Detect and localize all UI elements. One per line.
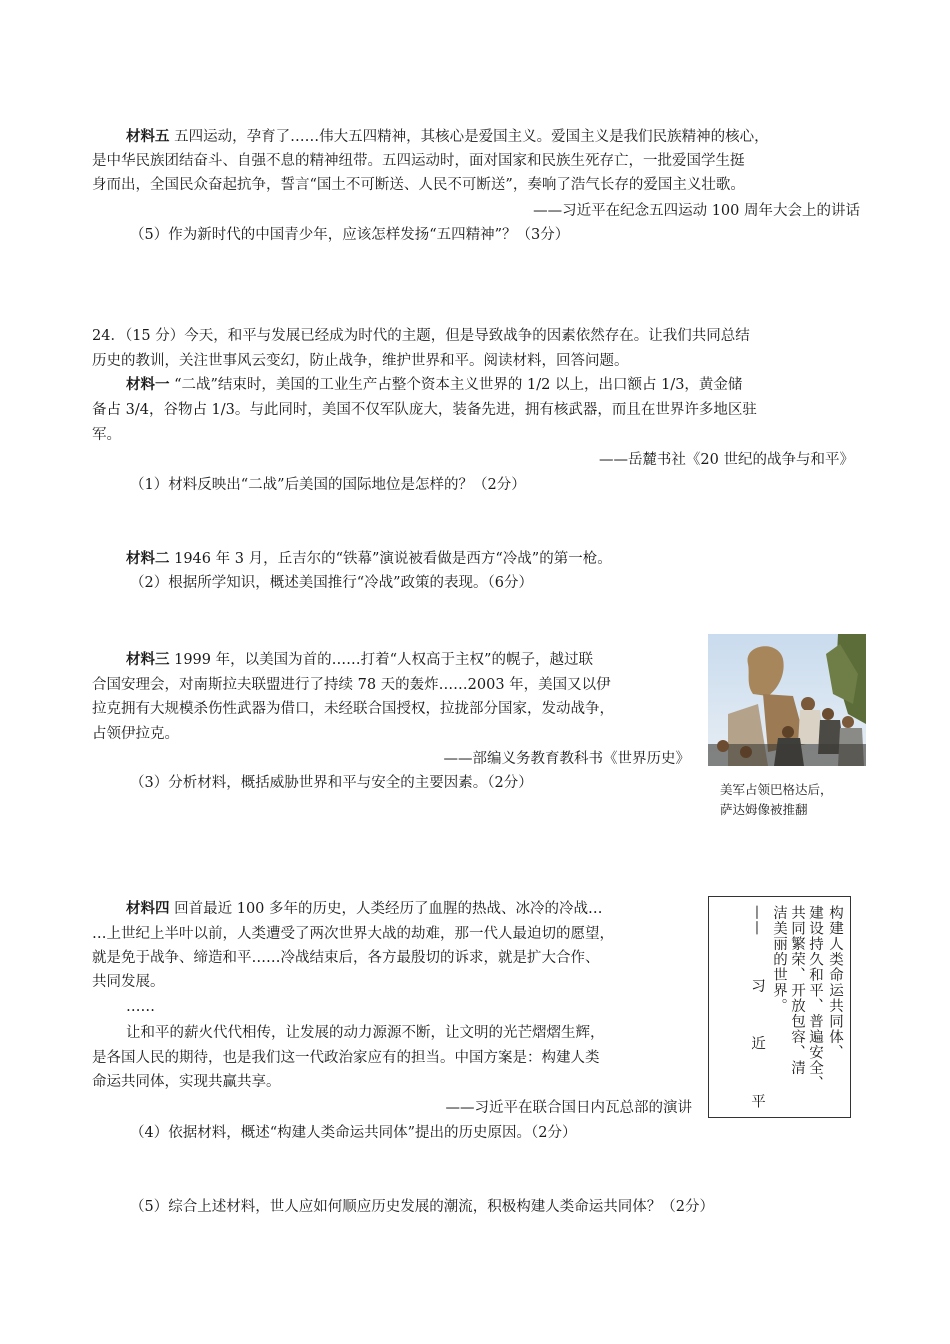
quote-attribution: ——习近平	[749, 905, 765, 1109]
material-5-label: 材料五	[126, 128, 170, 145]
quote-column-2: 建设持久和平、普遍安全、	[807, 905, 823, 1091]
material-1-line-3: 军。	[92, 427, 121, 443]
material-5-line-1: 材料五 五四运动，孕育了……伟大五四精神，其核心是爱国主义。爱国主义是我们民族精神的核心，	[126, 128, 769, 145]
quote-box	[708, 896, 851, 1118]
question-24-intro-line-1: 24．（15 分）今天，和平与发展已经成为时代的主题，但是导致战争的因素依然存在。让我们共同总结	[92, 328, 750, 344]
material-4-line-3: 就是免于战争、缔造和平……冷战结束后，各方最殷切的诉求，就是扩大合作、	[92, 950, 600, 966]
question-3: （3）分析材料，概括威胁世界和平与安全的主要因素。（2分）	[130, 775, 533, 791]
material-3-line-2: 合国安理会，对南斯拉夫联盟进行了持续 78 天的轰炸……2003 年，美国又以伊	[92, 677, 611, 693]
material-4-line-2: …上世纪上半叶以前，人类遭受了两次世界大战的劫难，那一代人最迫切的愿望，	[92, 926, 614, 942]
question-5-a: （5）作为新时代的中国青少年，应该怎样发扬“五四精神”？（3分）	[130, 227, 570, 243]
photo-caption-line-2: 萨达姆像被推翻	[720, 802, 808, 817]
material-4-label: 材料四	[126, 900, 170, 917]
material-4-line-4: 共同发展。	[92, 974, 165, 990]
statue-toppled-photo	[708, 634, 866, 766]
material-3-line-1: 材料三 1999 年，以美国为首的……打着“人权高于主权”的幌子，越过联	[126, 651, 593, 668]
material-1-line-2: 备占 3/4，谷物占 1/3。与此同时，美国不仅军队庞大，装备先进，拥有核武器，而且在世界许多地区驻	[92, 402, 757, 418]
material-3-source: ——部编义务教育教科书《世界历史》	[443, 751, 690, 767]
material-1-line-1: 材料一 “二战”结束时，美国的工业生产占整个资本主义世界的 1/2 以上，出口额占 1/3，黄金储	[126, 376, 743, 393]
quote-column-1: 构建人类命运共同体、	[827, 905, 843, 1060]
material-2-line: 材料二 1946 年 3 月，丘吉尔的“铁幕”演说被看做是西方“冷战”的第一枪。	[126, 550, 612, 567]
material-4-line-7: 命运共同体，实现共赢共享。	[92, 1074, 281, 1090]
photo-caption-line-1: 美军占领巴格达后，	[720, 782, 833, 797]
material-3-line-3: 拉克拥有大规模杀伤性武器为借口，未经联合国授权，拉拢部分国家，发动战争，	[92, 701, 614, 717]
question-24-intro-line-2: 历史的教训，关注世事风云变幻，防止战争，维护世界和平。阅读材料，回答问题。	[92, 353, 629, 369]
material-5-source: ——习近平在纪念五四运动 100 周年大会上的讲话	[533, 203, 860, 219]
material-4-line-6: 是各国人民的期待，也是我们这一代政治家应有的担当。中国方案是：构建人类	[92, 1050, 600, 1066]
material-2-label: 材料二	[126, 550, 170, 567]
material-5-line-2: 是中华民族团结奋斗、自强不息的精神纽带。五四运动时，面对国家和民族生死存亡，一批爱国学生挺	[92, 153, 745, 169]
material-4-line-1: 材料四 回首最近 100 多年的历史，人类经历了血腥的热战、冰冷的冷战…	[126, 900, 603, 917]
statue-photo-illustration	[708, 634, 866, 766]
material-5-line-3: 身而出，全国民众奋起抗争，誓言“国土不可断送、人民不可断送”，奏响了浩气长存的爱国主义壮歌。	[92, 177, 745, 193]
material-3-line-4: 占领伊拉克。	[92, 726, 179, 742]
quote-column-4: 洁美丽的世界。	[771, 905, 787, 1014]
question-2: （2）根据所学知识，概述美国推行“冷战”政策的表现。（6分）	[130, 575, 534, 591]
question-5-b: （5）综合上述材料，世人应如何顺应历史发展的潮流，积极构建人类命运共同体？（2分）	[130, 1199, 714, 1215]
material-4-ellipsis: ……	[126, 999, 155, 1015]
material-4-source: ——习近平在联合国日内瓦总部的演讲	[445, 1100, 692, 1116]
material-4-line-5: 让和平的薪火代代相传，让发展的动力源源不断，让文明的光芒熠熠生辉，	[126, 1025, 605, 1041]
material-3-label: 材料三	[126, 651, 170, 668]
question-4: （4）依据材料，概述“构建人类命运共同体”提出的历史原因。（2分）	[130, 1125, 577, 1141]
question-1: （1）材料反映出“二战”后美国的国际地位是怎样的？（2分）	[130, 477, 526, 493]
quote-column-3: 共同繁荣、开放包容、清	[789, 905, 805, 1076]
material-1-source: ——岳麓书社《20 世纪的战争与和平》	[598, 452, 854, 468]
material-1-label: 材料一	[126, 376, 170, 393]
